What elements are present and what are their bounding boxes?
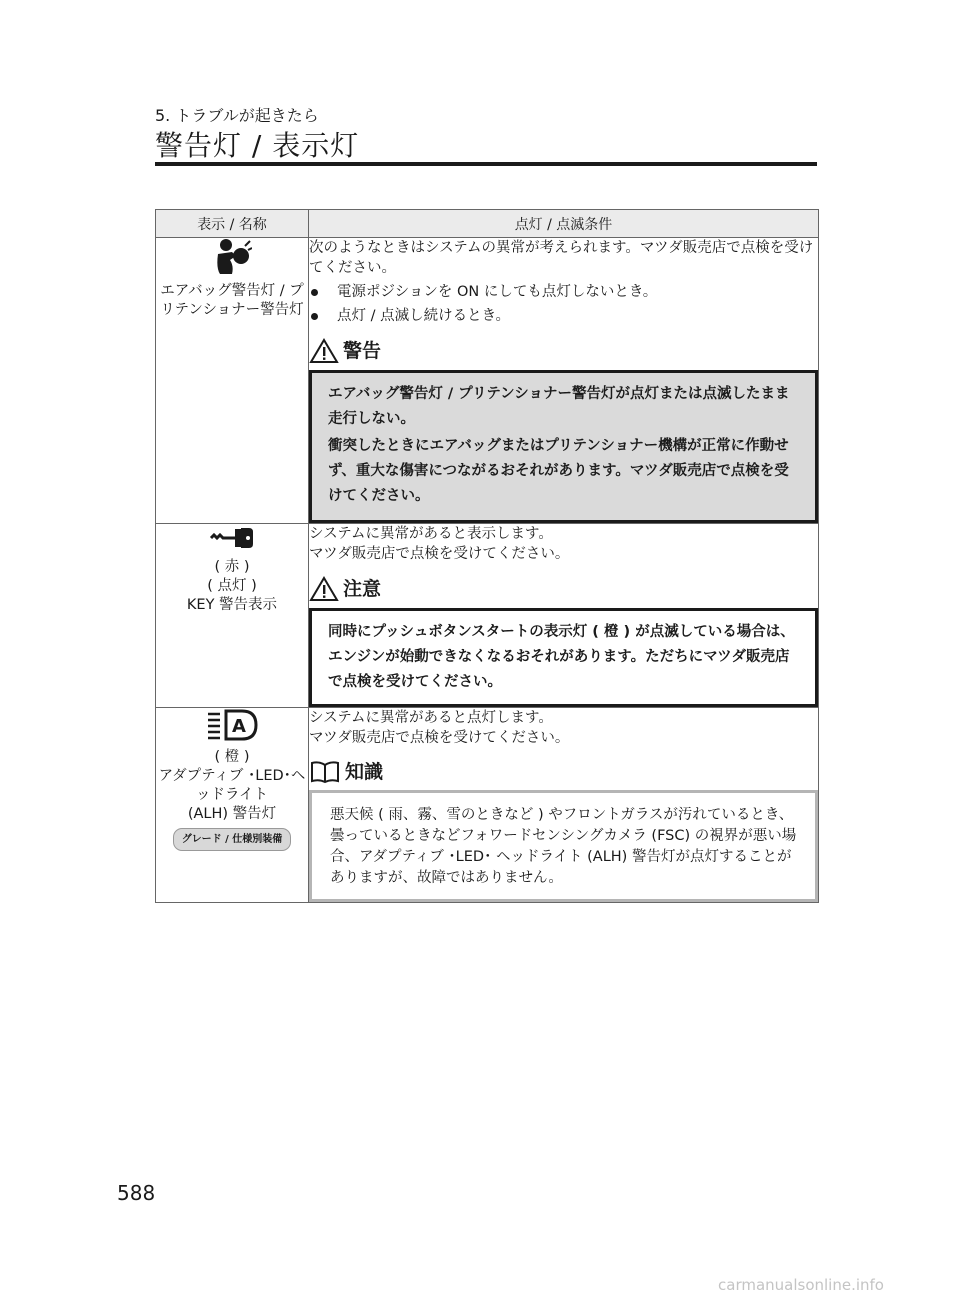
knowledge-label: 知識 — [345, 761, 384, 783]
row-name-line: KEY 警告表示 — [186, 597, 278, 613]
header-name: 表示 / 名称 — [156, 210, 309, 238]
book-icon — [309, 760, 341, 784]
list-item — [309, 282, 818, 302]
table-row — [156, 238, 819, 524]
watermark: carmanualsonline.info — [718, 1276, 884, 1294]
bullet-dot — [311, 289, 318, 296]
warning-box — [309, 370, 818, 523]
bullet-dot — [311, 313, 318, 320]
list-item — [309, 306, 818, 326]
caution-triangle-icon — [309, 576, 339, 602]
name-cell — [156, 524, 309, 708]
row-name-line: (ALH) 警告灯 — [187, 806, 277, 822]
svg-text:A: A — [232, 716, 246, 737]
row-description: システムに異常があると表示します。 マツダ販売店で点検を受けてください。 — [309, 526, 570, 562]
key-icon — [209, 524, 255, 552]
page-number: 588 — [117, 1181, 156, 1205]
table-row — [156, 524, 819, 708]
row-name-line: ( 橙 ) — [214, 749, 250, 765]
name-cell — [156, 708, 309, 903]
row-name-line: アダプティブ ･LED･ヘッドライト — [158, 768, 306, 803]
page-title: 警告灯 / 表示灯 — [155, 129, 360, 162]
caution-label: 注意 — [343, 578, 382, 600]
warning-label: 警告 — [343, 340, 382, 362]
warning-header — [309, 338, 818, 364]
grade-badge: グレード / 仕様別装備 — [173, 828, 292, 851]
warning-paragraph: エアバッグ警告灯 / プリテンショナー警告灯が点灯または点滅したまま走行しない。 — [328, 386, 790, 427]
knowledge-box: 悪天候 ( 雨、霧、雪のときなど ) やフロントガラスが汚れているとき、曇っているときなどフォワードセンシングカメラ (FSC) の視界が悪い場合、アダプティブ ･LED･ ヘッドライト (ALH) 警告灯が点灯することがありますが、故障ではありません。 — [309, 790, 818, 902]
caution-box: 同時にプッシュボタンスタートの表示灯 ( 橙 ) が点滅している場合は、エンジンが始動できなくなるおそれがあります。ただちにマツダ販売店で点検を受けてください。 — [309, 608, 818, 707]
table-header-row — [156, 210, 819, 238]
condition-cell — [309, 524, 819, 708]
name-cell — [156, 238, 309, 524]
warning-paragraph: 衝突したときにエアバッグまたはプリテンショナー機構が正常に作動せず、重大な傷害につながるおそれがあります。マツダ販売店で点検を受けてください。 — [328, 438, 789, 504]
caution-header — [309, 576, 818, 602]
warning-lights-table — [155, 209, 819, 903]
adaptive-headlight-icon — [204, 708, 260, 742]
condition-cell — [309, 238, 819, 524]
bullet-text: 電源ポジションを ON にしても点灯しないとき。 — [337, 284, 658, 300]
header-condition: 点灯 / 点滅条件 — [309, 210, 819, 238]
title-rule — [155, 162, 817, 166]
condition-cell — [309, 708, 819, 903]
table-row — [156, 708, 819, 903]
row-name: エアバッグ警告灯 / プリテンショナー警告灯 — [160, 283, 304, 318]
knowledge-header — [309, 760, 818, 784]
warning-triangle-icon — [309, 338, 339, 364]
row-name-line: ( 点灯 ) — [207, 578, 257, 594]
row-description: システムに異常があると点灯します。 マツダ販売店で点検を受けてください。 — [309, 710, 570, 746]
chapter-label: 5. トラブルが起きたら — [155, 106, 319, 125]
row-name-line: ( 赤 ) — [214, 559, 250, 575]
airbag-icon — [212, 238, 252, 276]
bullet-text: 点灯 / 点滅し続けるとき。 — [337, 308, 511, 324]
row-description: 次のようなときはシステムの異常が考えられます。マツダ販売店で点検を受けてください。 — [309, 240, 814, 276]
